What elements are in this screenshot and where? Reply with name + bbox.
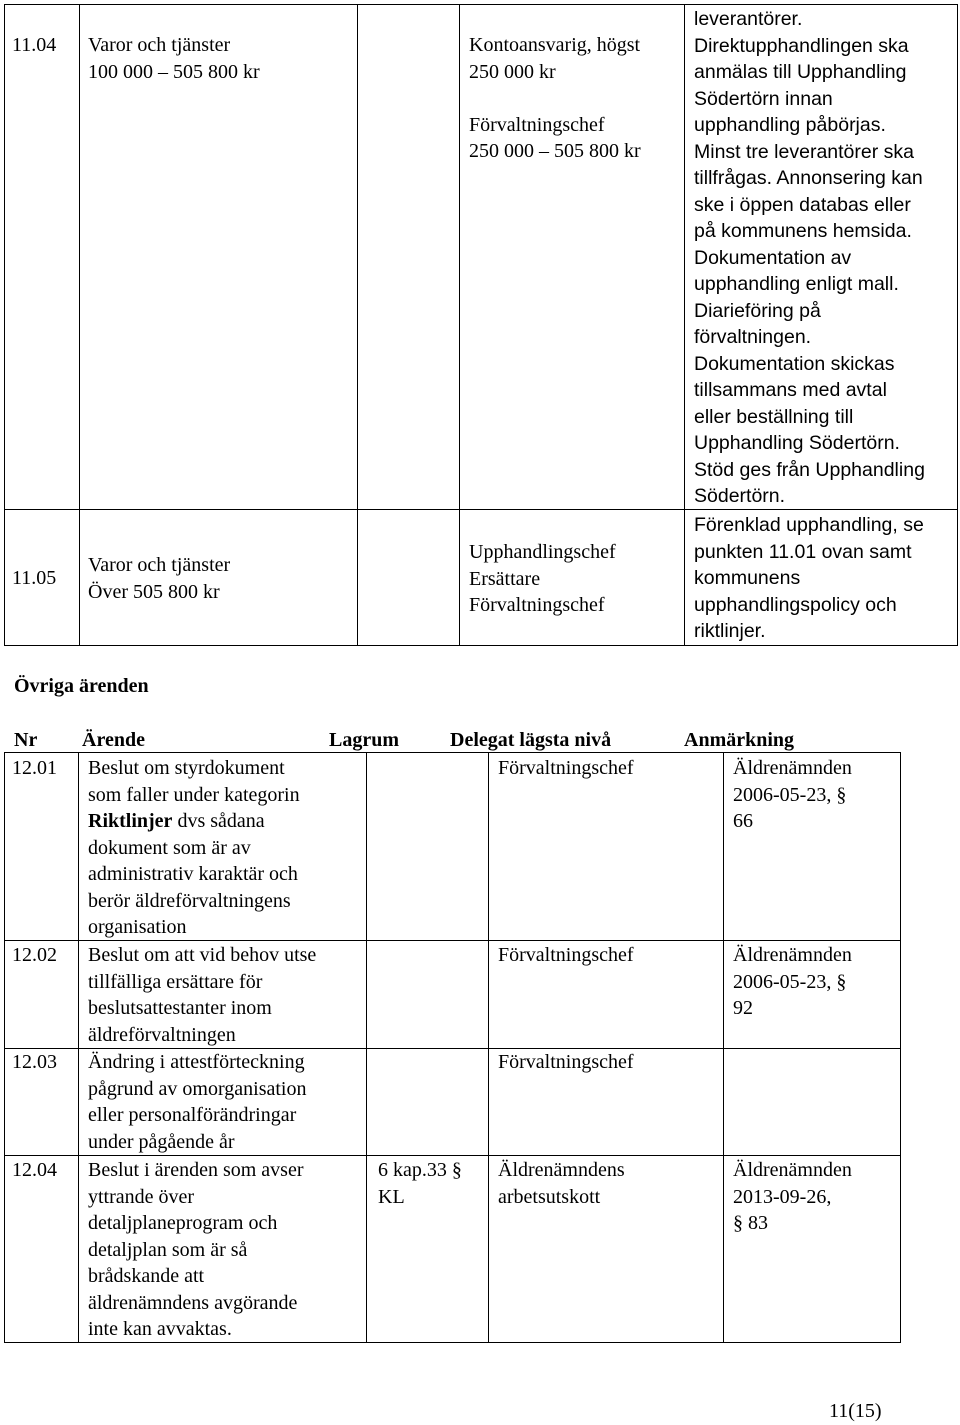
header-nr: Nr	[14, 729, 38, 751]
row-12-04-arende: Beslut i ärenden som avser yttrande över detaljplaneprogram och detaljplan som är så brådskande att äldrenämndens avgörande inte kan avvaktas.	[88, 1159, 304, 1340]
header-arende: Ärende	[82, 729, 145, 751]
row-11-05-delegat: Upphandlingschef Ersättare Förvaltningschef	[469, 541, 616, 616]
row-11-04-nr: 11.04	[12, 34, 57, 56]
row-12-04-lagrum: 6 kap.33 § KL	[378, 1159, 462, 1208]
row-12-02-anmarkning: Äldrenämnden 2006-05-23, § 92	[733, 944, 852, 1019]
page-number: 11(15)	[829, 1400, 882, 1422]
header-delegat: Delegat lägsta nivå	[450, 729, 612, 751]
row-11-05-arende: Varor och tjänster Över 505 800 kr	[88, 554, 231, 603]
row-12-01-nr: 12.01	[12, 757, 57, 779]
row-12-03-delegat: Förvaltningschef	[498, 1051, 634, 1073]
arende-text-bold: Riktlinjer	[88, 810, 173, 832]
row-11-05-anmarkning: Förenklad upphandling, se punkten 11.01 ovan samt kommunens upphandlingspolicy och riktlinjer.	[694, 514, 924, 642]
row-11-04-anmarkning: leverantörer. Direktupphandlingen ska anmälas till Upphandling Södertörn innan upphandling påbörjas. Minst tre leverantörer ska tillfrågas. Annonsering kan ske i öppen databas eller på kommunens hemsida. Dokumentation av upphandling enligt mall. Diarieföring på förvaltningen. Dokumentation skickas tillsammans med avtal eller beställning till Upphandling Södertörn. Stöd ges från Upphandling Södertörn.	[694, 8, 925, 507]
row-12-02-nr: 12.02	[12, 944, 57, 966]
row-12-02-delegat: Förvaltningschef	[498, 944, 634, 966]
header-anmarkning: Anmärkning	[684, 729, 795, 751]
row-12-04-delegat: Äldrenämndens arbetsutskott	[498, 1159, 625, 1208]
row-12-04-nr: 12.04	[12, 1159, 57, 1181]
row-12-03-arende: Ändring i attestförteckning pågrund av omorganisation eller personalförändringar under pågående år	[88, 1051, 307, 1153]
row-12-04-anmarkning: Äldrenämnden 2013-09-26, § 83	[733, 1159, 852, 1234]
row-12-01-arende	[88, 755, 300, 941]
row-12-01-anmarkning: Äldrenämnden 2006-05-23, § 66	[733, 757, 852, 832]
arende-text-post: dvs sådana dokument som är av administrativ karaktär och berör äldreförvaltningens organisation	[88, 810, 298, 938]
row-12-01-delegat: Förvaltningschef	[498, 757, 634, 779]
row-12-03-nr: 12.03	[12, 1051, 57, 1073]
arende-text-pre: Beslut om styrdokument som faller under kategorin	[88, 757, 300, 806]
row-11-04-delegat: Kontoansvarig, högst 250 000 kr Förvaltningschef 250 000 – 505 800 kr	[469, 34, 641, 162]
row-11-04-arende: Varor och tjänster 100 000 – 505 800 kr	[88, 34, 260, 83]
section-title: Övriga ärenden	[14, 675, 149, 697]
row-11-05-nr: 11.05	[12, 567, 57, 589]
header-lagrum: Lagrum	[329, 729, 399, 751]
row-12-02-arende: Beslut om att vid behov utse tillfälliga ersättare för beslutsattestanter inom äldreförvaltningen	[88, 944, 317, 1046]
